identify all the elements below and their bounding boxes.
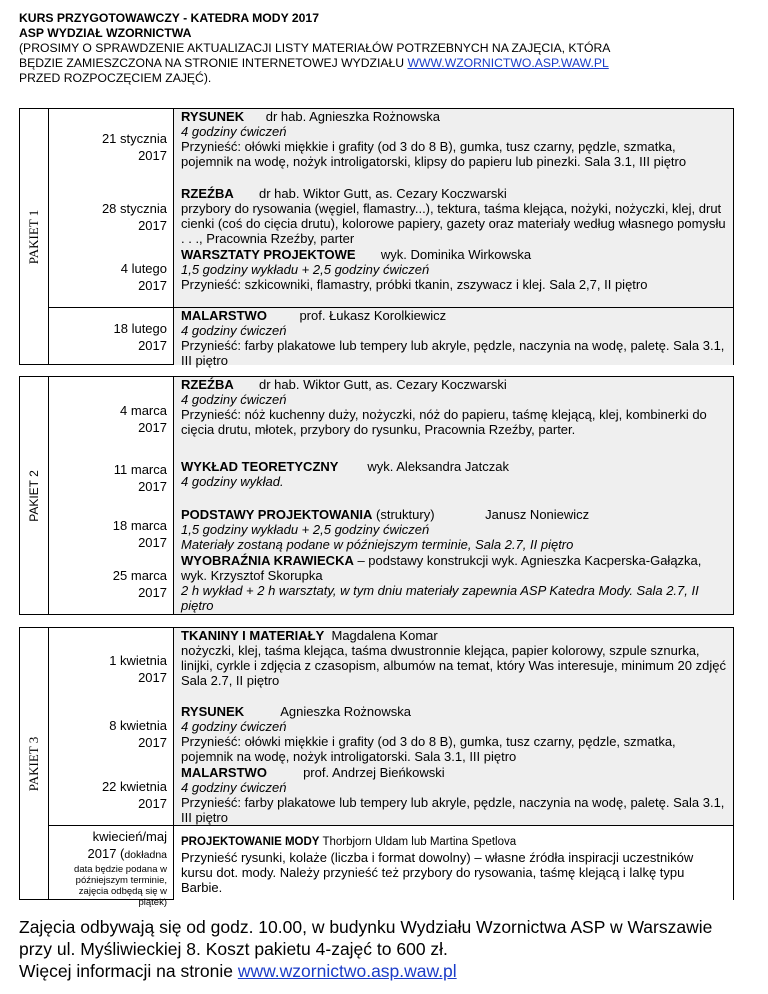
teacher: Agnieszka Rożnowska	[280, 704, 412, 719]
table-row: 4 marca 2017 RZEŹBA dr hab. Wiktor Gutt, as. Cezary Koczwarski 4 godziny ćwiczeń Przynieść: nóż kuchenny duży, nożyczki, nóż do papieru, taśmę klejącą, klej, kombinerki do cięcia drutu, młotek, przybory do rysunku, Pracownia Rzeźby, parter.	[48, 377, 733, 453]
date-note: data będzie podana w późniejszym terminie, zajęcia odbędą się w piątek)	[74, 864, 167, 908]
table-row: 22 kwietnia 2017 MALARSTWO prof. Andrzej Bieńkowski 4 godziny ćwiczeń Przynieść: farby plakatowe lub tempery lub akryle, pędzle, naczynia na wodę, paletę. Sala 3.1, III piętro	[48, 765, 733, 825]
course-title: RYSUNEK	[181, 704, 245, 719]
faculty-website-link[interactable]: WWW.WZORNICTWO.ASP.WAW.PL	[407, 56, 609, 70]
course-title: PODSTAWY PROJEKTOWANIA	[181, 507, 373, 522]
course-title: MALARSTWO	[181, 765, 267, 780]
document-header	[19, 11, 749, 86]
footer-website-link[interactable]: www.wzornictwo.asp.waw.pl	[237, 961, 457, 981]
footer-text: Zajęcia odbywają się od godz. 10.00, w budynku Wydziału Wzornictwa ASP w Warszawie przy ul. Myśliwieckiej 8. Koszt pakietu 4-zajęć to 600 zł.	[19, 917, 713, 959]
table-row: 4 lutego 2017 WARSZTATY PROJEKTOWE wyk. Dominika Wirkowska 1,5 godziny wykładu + 2,5 godziny ćwiczeń Przynieść: szkicowniki, flamastry, próbki tkanin, zszywacz i klej. Sala 2,7, II piętro	[48, 247, 733, 307]
course-title: RZEŹBA	[181, 377, 234, 392]
course-title: WYOBRAŹNIA KRAWIECKA	[181, 553, 354, 568]
course-title: PROJEKTOWANIE MODY	[181, 836, 320, 848]
course-title: RYSUNEK	[181, 109, 245, 124]
notice-line: PRZED ROZPOCZĘCIEM ZAJĘĆ).	[19, 71, 212, 85]
teacher: wyk. Dominika Wirkowska	[380, 247, 532, 262]
teacher: Thorbjorn Uldam lub Martina Spetlova	[322, 836, 517, 848]
table-row: 18 marca 2017 PODSTAWY PROJEKTOWANIA (struktury) Janusz Noniewicz 1,5 godziny wykładu + 2,5 godziny ćwiczeń Materiały zostaną podane w późniejszym terminie, Sala 2.7, II piętro	[48, 501, 733, 553]
teacher: Janusz Noniewicz	[485, 507, 590, 522]
teacher: Magdalena Komar	[331, 628, 438, 643]
teacher: dr hab. Wiktor Gutt, as. Cezary Koczwarski	[259, 186, 507, 201]
course-title: WYKŁAD TEORETYCZNY	[181, 459, 339, 474]
course-title: MALARSTWO	[181, 308, 267, 323]
notice-line: BĘDZIE ZAMIESZCZONA NA STRONIE INTERNETOWEJ WYDZIAŁU WWW.WZORNICTWO.ASP.WAW.PL	[19, 56, 609, 70]
notice-line: (PROSIMY O SPRAWDZENIE AKTUALIZACJI LISTY MATERIAŁÓW POTRZEBNYCH NA ZAJĘCIA, KTÓRA	[19, 41, 611, 55]
course-title: RZEŹBA	[181, 186, 234, 201]
package-2-table	[19, 376, 734, 615]
package-label: PAKIET 2	[20, 377, 49, 614]
teacher: dr hab. Wiktor Gutt, as. Cezary Koczwarski	[259, 377, 507, 392]
package-label: PAKIET 3	[20, 628, 49, 899]
package-1-table	[19, 108, 734, 368]
teacher: wyk. Aleksandra Jatczak	[367, 459, 509, 474]
teacher: prof. Łukasz Korolkiewicz	[299, 308, 447, 323]
table-row: 8 kwietnia 2017 RYSUNEK Agnieszka Rożnowska 4 godziny ćwiczeń Przynieść: ołówki miękkie i grafity (od 3 do 8 B), gumka, tusz czarny, pędzle, szmatka, pojemnik na wodę, nożyk introligatorski. Sala 3.1, III piętro	[48, 704, 733, 765]
footer-info	[19, 916, 749, 982]
footer-more: Więcej informacji na stronie	[19, 961, 233, 981]
course-title: KURS PRZYGOTOWAWCZY - KATEDRA MODY 2017	[19, 11, 319, 25]
table-row: 25 marca 2017 WYOBRAŹNIA KRAWIECKA – podstawy konstrukcji wyk. Agnieszka Kacperska-Gałązka, wyk. Krzysztof Skorupka 2 h wykład + 2 h warsztaty, w tym dniu materiały zapewnia ASP Katedra Mody. Sala 2.7, II piętro	[48, 553, 733, 614]
package-label: PAKIET 1	[20, 109, 49, 364]
package-3-table	[19, 627, 734, 908]
table-row: 28 stycznia 2017 RZEŹBA dr hab. Wiktor Gutt, as. Cezary Koczwarski przybory do rysowania (węgiel, flamastry...), tektura, taśma klejąca, nożyki, nożyczki, klej, drut cienki (coś do cięcia drutu), kolorowe papiery, gazety oraz materiały według własnego pomysłu . . ., Pracownia Rzeźby, parter	[48, 186, 733, 247]
course-title: WARSZTATY PROJEKTOWE	[181, 247, 356, 262]
faculty-name: ASP WYDZIAŁ WZORNICTWA	[19, 26, 192, 40]
course-title: TKANINY I MATERIAŁY	[181, 628, 325, 643]
table-row: 1 kwietnia 2017 TKANINY I MATERIAŁY Magdalena Komar nożyczki, klej, taśma klejąca, taśma dwustronnie klejąca, papier kolorowy, szpule sznurka, linijki, cyrkle i zdjęcia z czasopism, albumów na temat, który Was interesuje, minimum 20 zdjęć Sala 2.7, II piętro	[48, 628, 733, 704]
table-row: kwiecień/maj 2017 (dokładna data będzie podana w późniejszym terminie, zajęcia odbędą się w piątek) PROJEKTOWANIE MODY Thorbjorn Uldam lub Martina Spetlova Przynieść rysunki, kolaże (liczba i format dowolny) – własne źródła inspiracji uczestników kursu dot. mody. Należy przynieść też przybory do rysowania, taśmę klejącą i lalkę typu Barbie.	[48, 825, 733, 900]
teacher: prof. Andrzej Bieńkowski	[303, 765, 445, 780]
table-row: 18 lutego 2017 MALARSTWO prof. Łukasz Korolkiewicz 4 godziny ćwiczeń Przynieść: farby plakatowe lub tempery lub akryle, pędzle, naczynia na wodę, paletę. Sala 3.1, III piętro	[48, 307, 733, 365]
teacher: dr hab. Agnieszka Rożnowska	[265, 109, 440, 124]
table-row: 11 marca 2017 WYKŁAD TEORETYCZNY wyk. Aleksandra Jatczak 4 godziny wykład.	[48, 453, 733, 501]
table-row: 21 stycznia 2017 RYSUNEK dr hab. Agnieszka Rożnowska 4 godziny ćwiczeń Przynieść: ołówki miękkie i grafity (od 3 do 8 B), gumka, tusz czarny, pędzle, szmatka, pojemnik na wodę, nożyk introligatorski, klipsy do papieru lub pinezki. Sala 3.1, III piętro	[48, 109, 733, 186]
